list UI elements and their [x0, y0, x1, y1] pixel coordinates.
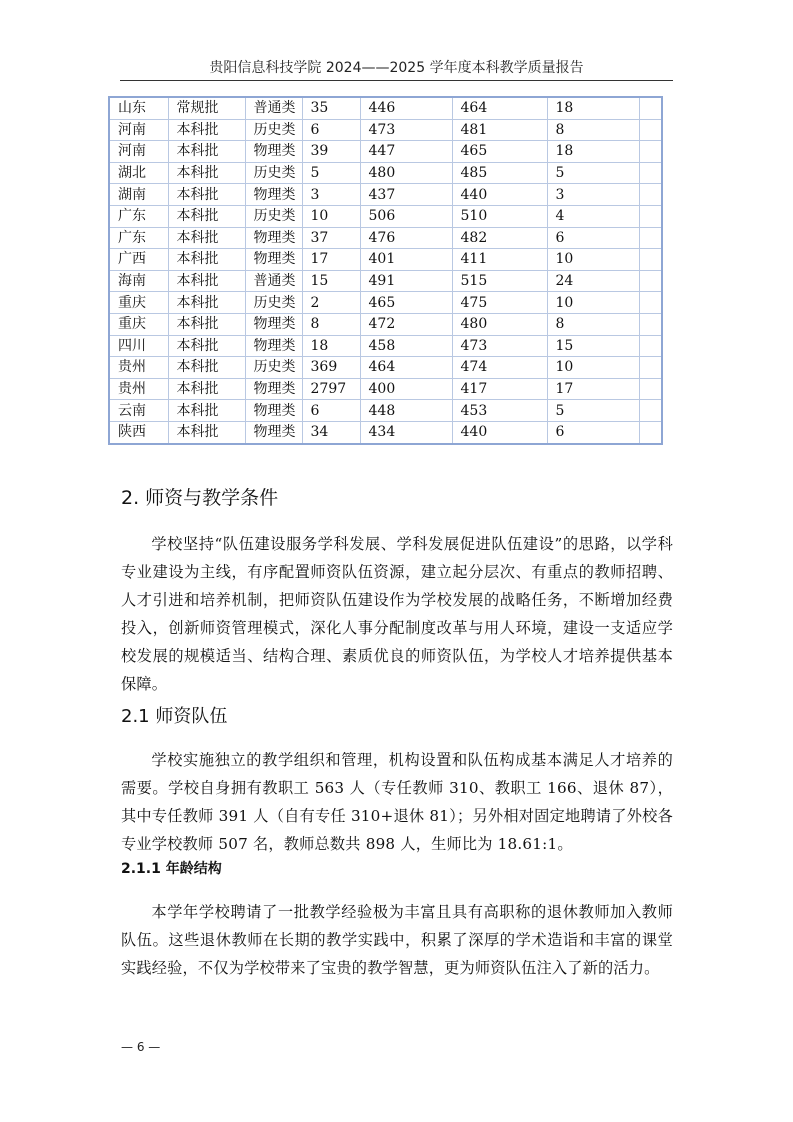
table-cell: 云南 [109, 400, 168, 422]
table-cell: 历史类 [245, 162, 302, 184]
table-cell: 5 [547, 400, 639, 422]
table-cell: 465 [452, 141, 547, 163]
table-cell: 陕西 [109, 421, 168, 443]
table-cell: 515 [452, 270, 547, 292]
table-cell: 2797 [302, 378, 360, 400]
table-row [109, 184, 662, 206]
table-cell: 本科批 [168, 249, 245, 271]
table-cell: 常规批 [168, 97, 245, 119]
table-cell: 物理类 [245, 141, 302, 163]
table-cell: 山东 [109, 97, 168, 119]
table-cell: 447 [360, 141, 452, 163]
table-cell: 物理类 [245, 227, 302, 249]
table-cell-empty [639, 357, 662, 379]
table-cell: 35 [302, 97, 360, 119]
table-cell-empty [639, 335, 662, 357]
table-cell: 湖南 [109, 184, 168, 206]
table-cell: 3 [302, 184, 360, 206]
table-row [109, 249, 662, 271]
table-cell: 37 [302, 227, 360, 249]
table-cell: 6 [547, 421, 639, 443]
table-cell: 17 [547, 378, 639, 400]
table-cell: 6 [547, 227, 639, 249]
table-cell: 18 [302, 335, 360, 357]
table-cell-empty [639, 205, 662, 227]
table-cell: 历史类 [245, 205, 302, 227]
table-cell: 河南 [109, 141, 168, 163]
table-cell: 广西 [109, 249, 168, 271]
table-cell: 8 [547, 313, 639, 335]
subsubsection-title: 2.1.1 年龄结构 [121, 861, 222, 877]
table-cell: 6 [302, 400, 360, 422]
table-row [109, 313, 662, 335]
table-cell: 本科批 [168, 270, 245, 292]
table-cell: 482 [452, 227, 547, 249]
table-cell: 4 [547, 205, 639, 227]
table-cell: 2 [302, 292, 360, 314]
table-cell: 10 [547, 357, 639, 379]
table-cell: 8 [302, 313, 360, 335]
table-cell: 本科批 [168, 119, 245, 141]
table-cell: 广东 [109, 227, 168, 249]
table-cell: 河南 [109, 119, 168, 141]
table-cell: 481 [452, 119, 547, 141]
table-cell: 本科批 [168, 378, 245, 400]
table-cell-empty [639, 378, 662, 400]
table-cell: 物理类 [245, 249, 302, 271]
table-cell: 18 [547, 141, 639, 163]
table-cell: 480 [360, 162, 452, 184]
table-cell: 本科批 [168, 400, 245, 422]
table-cell: 物理类 [245, 378, 302, 400]
table-cell-empty [639, 162, 662, 184]
table-cell: 贵州 [109, 357, 168, 379]
table-cell: 472 [360, 313, 452, 335]
table-cell: 海南 [109, 270, 168, 292]
table-cell: 400 [360, 378, 452, 400]
table-cell: 440 [452, 421, 547, 443]
table-cell-empty [639, 313, 662, 335]
table-cell: 475 [452, 292, 547, 314]
table-cell-empty [639, 421, 662, 443]
table-cell: 本科批 [168, 141, 245, 163]
table-cell: 506 [360, 205, 452, 227]
table-row [109, 421, 662, 443]
table-row [109, 400, 662, 422]
table-cell: 485 [452, 162, 547, 184]
table-cell: 本科批 [168, 162, 245, 184]
table-cell: 广东 [109, 205, 168, 227]
table-cell-empty [639, 227, 662, 249]
table-cell: 历史类 [245, 357, 302, 379]
table-cell-empty [639, 119, 662, 141]
table-cell: 473 [452, 335, 547, 357]
table-row [109, 162, 662, 184]
table-cell: 四川 [109, 335, 168, 357]
table-cell: 普通类 [245, 270, 302, 292]
table-cell: 本科批 [168, 421, 245, 443]
table-cell: 24 [547, 270, 639, 292]
table-cell: 5 [302, 162, 360, 184]
table-cell: 物理类 [245, 313, 302, 335]
table-cell: 本科批 [168, 292, 245, 314]
table-cell: 440 [452, 184, 547, 206]
table-row [109, 378, 662, 400]
table-cell: 本科批 [168, 184, 245, 206]
page-number: — 6 — [121, 1040, 161, 1054]
table-cell: 453 [452, 400, 547, 422]
table-cell: 464 [360, 357, 452, 379]
table-cell: 本科批 [168, 205, 245, 227]
table-cell-empty [639, 292, 662, 314]
table-cell: 10 [547, 292, 639, 314]
table-cell: 17 [302, 249, 360, 271]
table-cell: 18 [547, 97, 639, 119]
table-cell: 历史类 [245, 292, 302, 314]
table-cell: 湖北 [109, 162, 168, 184]
table-row [109, 335, 662, 357]
table-cell: 401 [360, 249, 452, 271]
table-cell: 465 [360, 292, 452, 314]
table-cell: 重庆 [109, 313, 168, 335]
table-cell-empty [639, 184, 662, 206]
table-cell: 本科批 [168, 335, 245, 357]
table-cell: 8 [547, 119, 639, 141]
table-cell: 本科批 [168, 357, 245, 379]
table-cell: 物理类 [245, 335, 302, 357]
table-cell: 15 [302, 270, 360, 292]
table-row [109, 270, 662, 292]
subsubsection-paragraph: 本学年学校聘请了一批教学经验极为丰富且具有高职称的退休教师加入教师队伍。这些退休教师在长期的教学实践中，积累了深厚的学术造诣和丰富的课堂实践经验，不仅为学校带来了宝贵的教学智慧，更为师资队伍注入了新的活力。 [121, 903, 673, 977]
table-cell: 458 [360, 335, 452, 357]
table-cell: 5 [547, 162, 639, 184]
table-cell: 3 [547, 184, 639, 206]
table-cell: 普通类 [245, 97, 302, 119]
table-cell: 437 [360, 184, 452, 206]
table-cell: 491 [360, 270, 452, 292]
table-cell-empty [639, 249, 662, 271]
table-cell: 446 [360, 97, 452, 119]
section-title: 2. 师资与教学条件 [121, 487, 279, 509]
table-cell: 物理类 [245, 400, 302, 422]
table-row [109, 97, 662, 119]
table-cell: 473 [360, 119, 452, 141]
table-cell: 重庆 [109, 292, 168, 314]
table-row [109, 119, 662, 141]
table-body [109, 97, 662, 444]
table-row [109, 227, 662, 249]
subsection-title: 2.1 师资队伍 [121, 706, 228, 727]
table-cell: 369 [302, 357, 360, 379]
table-cell: 417 [452, 378, 547, 400]
table-cell: 物理类 [245, 184, 302, 206]
table-cell: 物理类 [245, 421, 302, 443]
table-cell: 411 [452, 249, 547, 271]
table-cell-empty [639, 97, 662, 119]
table-cell: 本科批 [168, 227, 245, 249]
table-cell: 10 [547, 249, 639, 271]
table-cell: 39 [302, 141, 360, 163]
table-cell: 6 [302, 119, 360, 141]
table-row [109, 292, 662, 314]
admission-scores-table [108, 96, 663, 445]
table-row [109, 205, 662, 227]
table-cell: 480 [452, 313, 547, 335]
table-cell: 448 [360, 400, 452, 422]
table-cell: 510 [452, 205, 547, 227]
table-cell: 历史类 [245, 119, 302, 141]
table-cell: 15 [547, 335, 639, 357]
table-row [109, 141, 662, 163]
table-cell: 10 [302, 205, 360, 227]
table-cell: 464 [452, 97, 547, 119]
table-cell: 434 [360, 421, 452, 443]
table-cell-empty [639, 270, 662, 292]
table-cell: 贵州 [109, 378, 168, 400]
running-header: 贵阳信息科技学院 2024——2025 学年度本科教学质量报告 [120, 56, 673, 81]
table-cell-empty [639, 141, 662, 163]
table-cell-empty [639, 400, 662, 422]
table-row [109, 357, 662, 379]
table-cell: 34 [302, 421, 360, 443]
table-cell: 本科批 [168, 313, 245, 335]
subsection-paragraph: 学校实施独立的教学组织和管理，机构设置和队伍构成基本满足人才培养的需要。学校自身拥有教职工 563 人（专任教师 310、教职工 166、退休 87），其中专任教师 391 人（自有专任 310+退休 81）；另外相对固定地聘请了外校各专业学校教师 507 名，教师总数共 898 人，生师比为 18.61:1。 [121, 751, 673, 853]
table-cell: 474 [452, 357, 547, 379]
table-cell: 476 [360, 227, 452, 249]
section-paragraph: 学校坚持“队伍建设服务学科发展、学科发展促进队伍建设”的思路，以学科专业建设为主线，有序配置师资队伍资源，建立起分层次、有重点的教师招聘、人才引进和培养机制，把师资队伍建设作为学校发展的战略任务，不断增加经费投入，创新师资管理模式，深化人事分配制度改革与用人环境，建设一支适应学校发展的规模适当、结构合理、素质优良的师资队伍，为学校人才培养提供基本保障。 [121, 535, 673, 693]
